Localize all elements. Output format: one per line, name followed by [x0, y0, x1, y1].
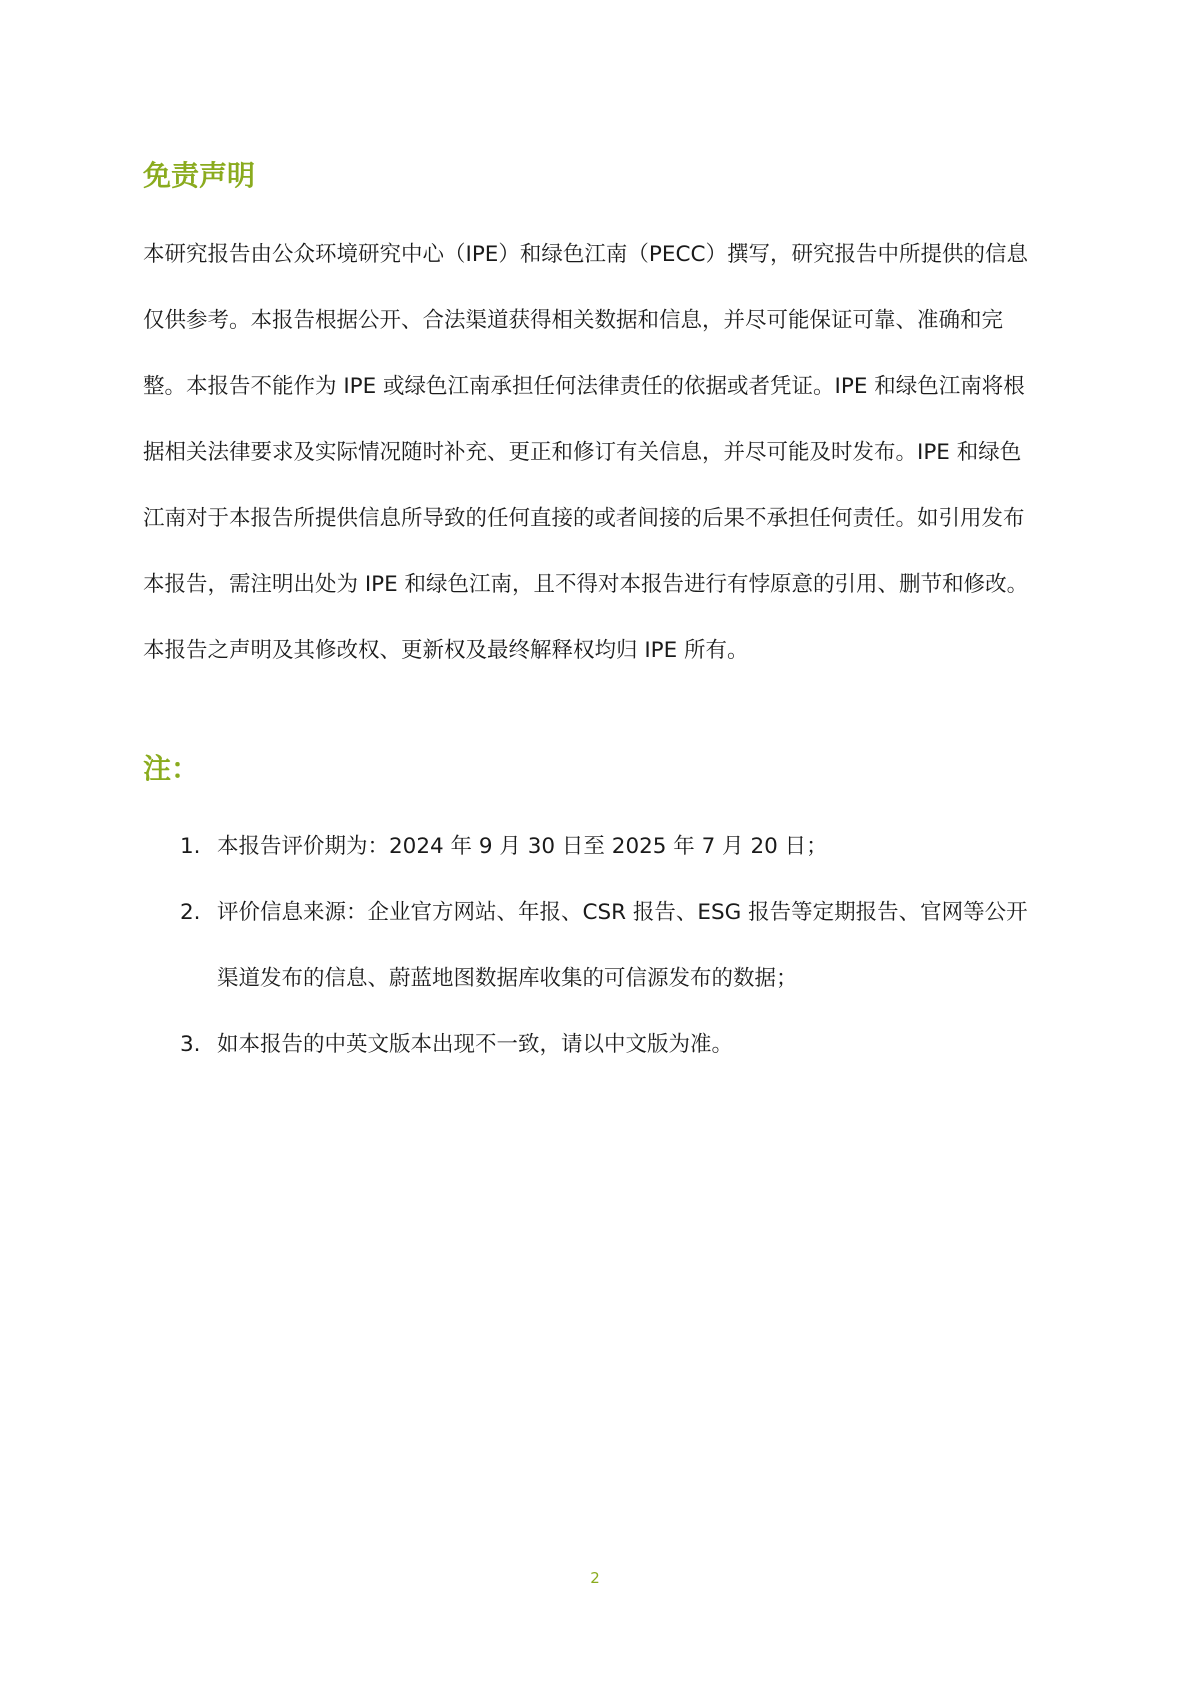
disclaimer-line: 据相关法律要求及实际情况随时补充、更正和修订有关信息，并尽可能及时发布。IPE 和绿色 — [143, 440, 1022, 465]
disclaimer-line: 整。本报告不能作为 IPE 或绿色江南承担任何法律责任的依据或者凭证。IPE 和绿色江南将根 — [143, 374, 1025, 399]
disclaimer-line: 本报告，需注明出处为 IPE 和绿色江南，且不得对本报告进行有悖原意的引用、删节和修改。 — [143, 572, 1029, 597]
note-number: 1. — [180, 834, 201, 859]
page-number: 2 — [590, 1569, 600, 1587]
note-item — [143, 1012, 1053, 1078]
disclaimer-line: 仅供参考。本报告根据公开、合法渠道获得相关数据和信息，并尽可能保证可靠、准确和完 — [143, 308, 1004, 333]
note-item — [143, 880, 1053, 1012]
note-line: 本报告评价期为：2024 年 9 月 30 日至 2025 年 7 月 20 日； — [217, 834, 828, 859]
disclaimer-line: 本报告之声明及其修改权、更新权及最终解释权均归 IPE 所有。 — [143, 638, 749, 663]
note-line: 渠道发布的信息、蔚蓝地图数据库收集的可信源发布的数据； — [217, 966, 798, 991]
notes-list — [143, 814, 1053, 1078]
note-item — [143, 814, 1053, 880]
note-line: 评价信息来源：企业官方网站、年报、CSR 报告、ESG 报告等定期报告、官网等公开 — [217, 900, 1028, 925]
disclaimer-line: 江南对于本报告所提供信息所导致的任何直接的或者间接的后果不承担任何责任。如引用发布 — [143, 506, 1025, 531]
note-text — [217, 880, 1053, 1012]
note-number: 2. — [180, 900, 201, 925]
notes-heading: 注： — [143, 752, 200, 785]
disclaimer-paragraph — [143, 222, 1053, 684]
note-line: 如本报告的中英文版本出现不一致，请以中文版为准。 — [217, 1032, 734, 1057]
note-number: 3. — [180, 1032, 201, 1057]
disclaimer-line: 本研究报告由公众环境研究中心（IPE）和绿色江南（PECC）撰写，研究报告中所提供的信息 — [143, 242, 1028, 267]
note-text — [217, 1012, 1053, 1078]
note-text — [217, 814, 1053, 880]
disclaimer-heading: 免责声明 — [143, 159, 256, 192]
